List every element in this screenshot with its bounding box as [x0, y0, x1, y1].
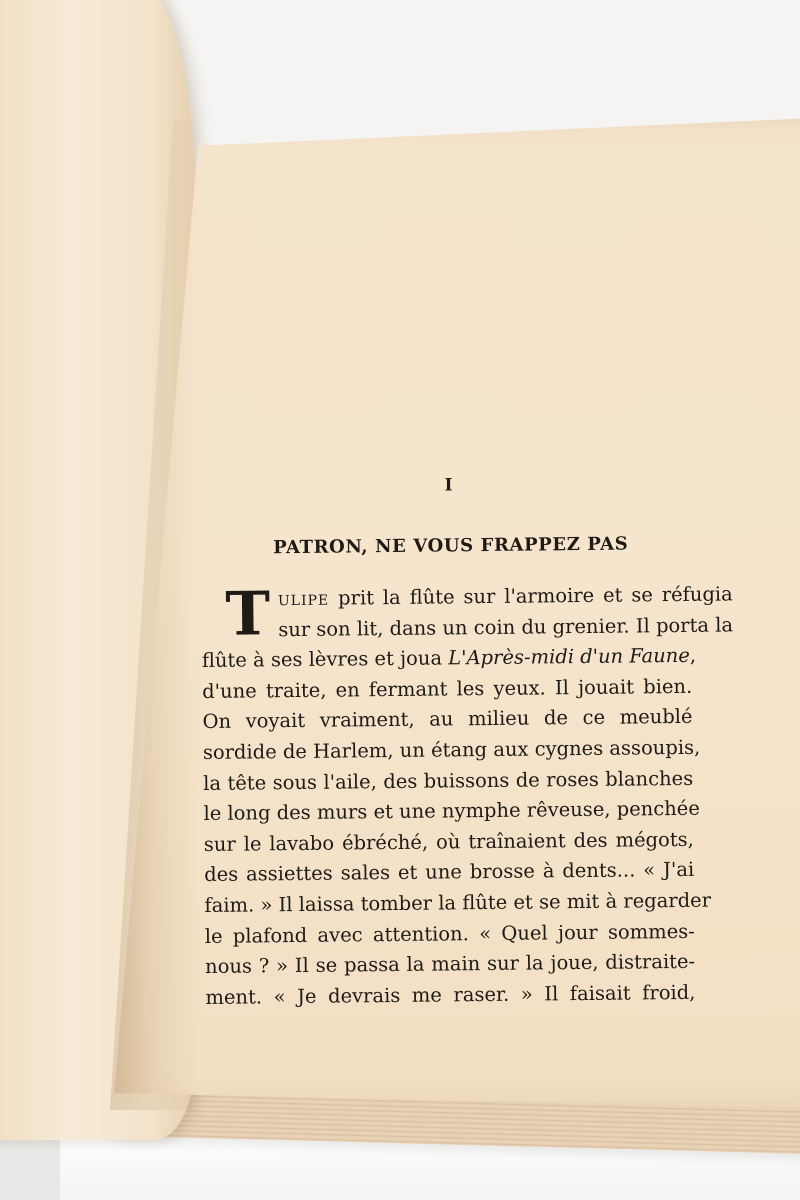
text-line: d'une traite, en fermant les yeux. Il jouait bien. [202, 674, 693, 703]
line-1-text: prit la flûte sur l'armoire et se réfugia [337, 582, 733, 610]
text-line: ment. « Je devrais me raser. » Il faisait froid, [205, 980, 696, 1009]
text-line: le long des murs et une nymphe rêveuse, penchée [203, 796, 700, 826]
text-line: le plafond avec attention. « Quel jour sommes- [204, 919, 695, 948]
text-line: nous ? » Il se passa la main sur la joue, distraite- [204, 949, 696, 979]
text-line: sur le lavabo ébréché, où traînaient des mégots, [203, 827, 694, 856]
text-line-1 [278, 579, 733, 614]
text-line-2: sur son lit, dans un coin du grenier. Il porta la [278, 613, 734, 641]
line-3-end: , [689, 644, 697, 668]
chapter-title: PATRON, NE VOUS FRAPPEZ PAS [273, 533, 629, 559]
first-lines [278, 579, 733, 645]
text-line: sordide de Harlem, un étang aux cygnes assoupis, [202, 735, 701, 764]
text-line-3 [201, 641, 697, 677]
text-line: On voyait vraiment, au milieu de ce meublé [202, 705, 693, 734]
first-word-rest: ulipe [277, 586, 330, 611]
opening-paragraph-start [201, 579, 734, 650]
chapter-number: I [444, 475, 454, 496]
text-line: des assiettes sales et une brosse à dents... « J'ai [204, 858, 695, 887]
line-3-start: flûte à ses lèvres et joua [201, 646, 449, 673]
drop-cap: T [225, 579, 271, 650]
book-title-italic: L'Après-midi d'un Faune [448, 644, 690, 670]
page-text-block [200, 473, 734, 1013]
text-line: faim. » Il laissa tomber la flûte et se mit à regarder [204, 888, 712, 917]
text-line: la tête sous l'aile, des buissons de roses blanches [203, 766, 694, 795]
